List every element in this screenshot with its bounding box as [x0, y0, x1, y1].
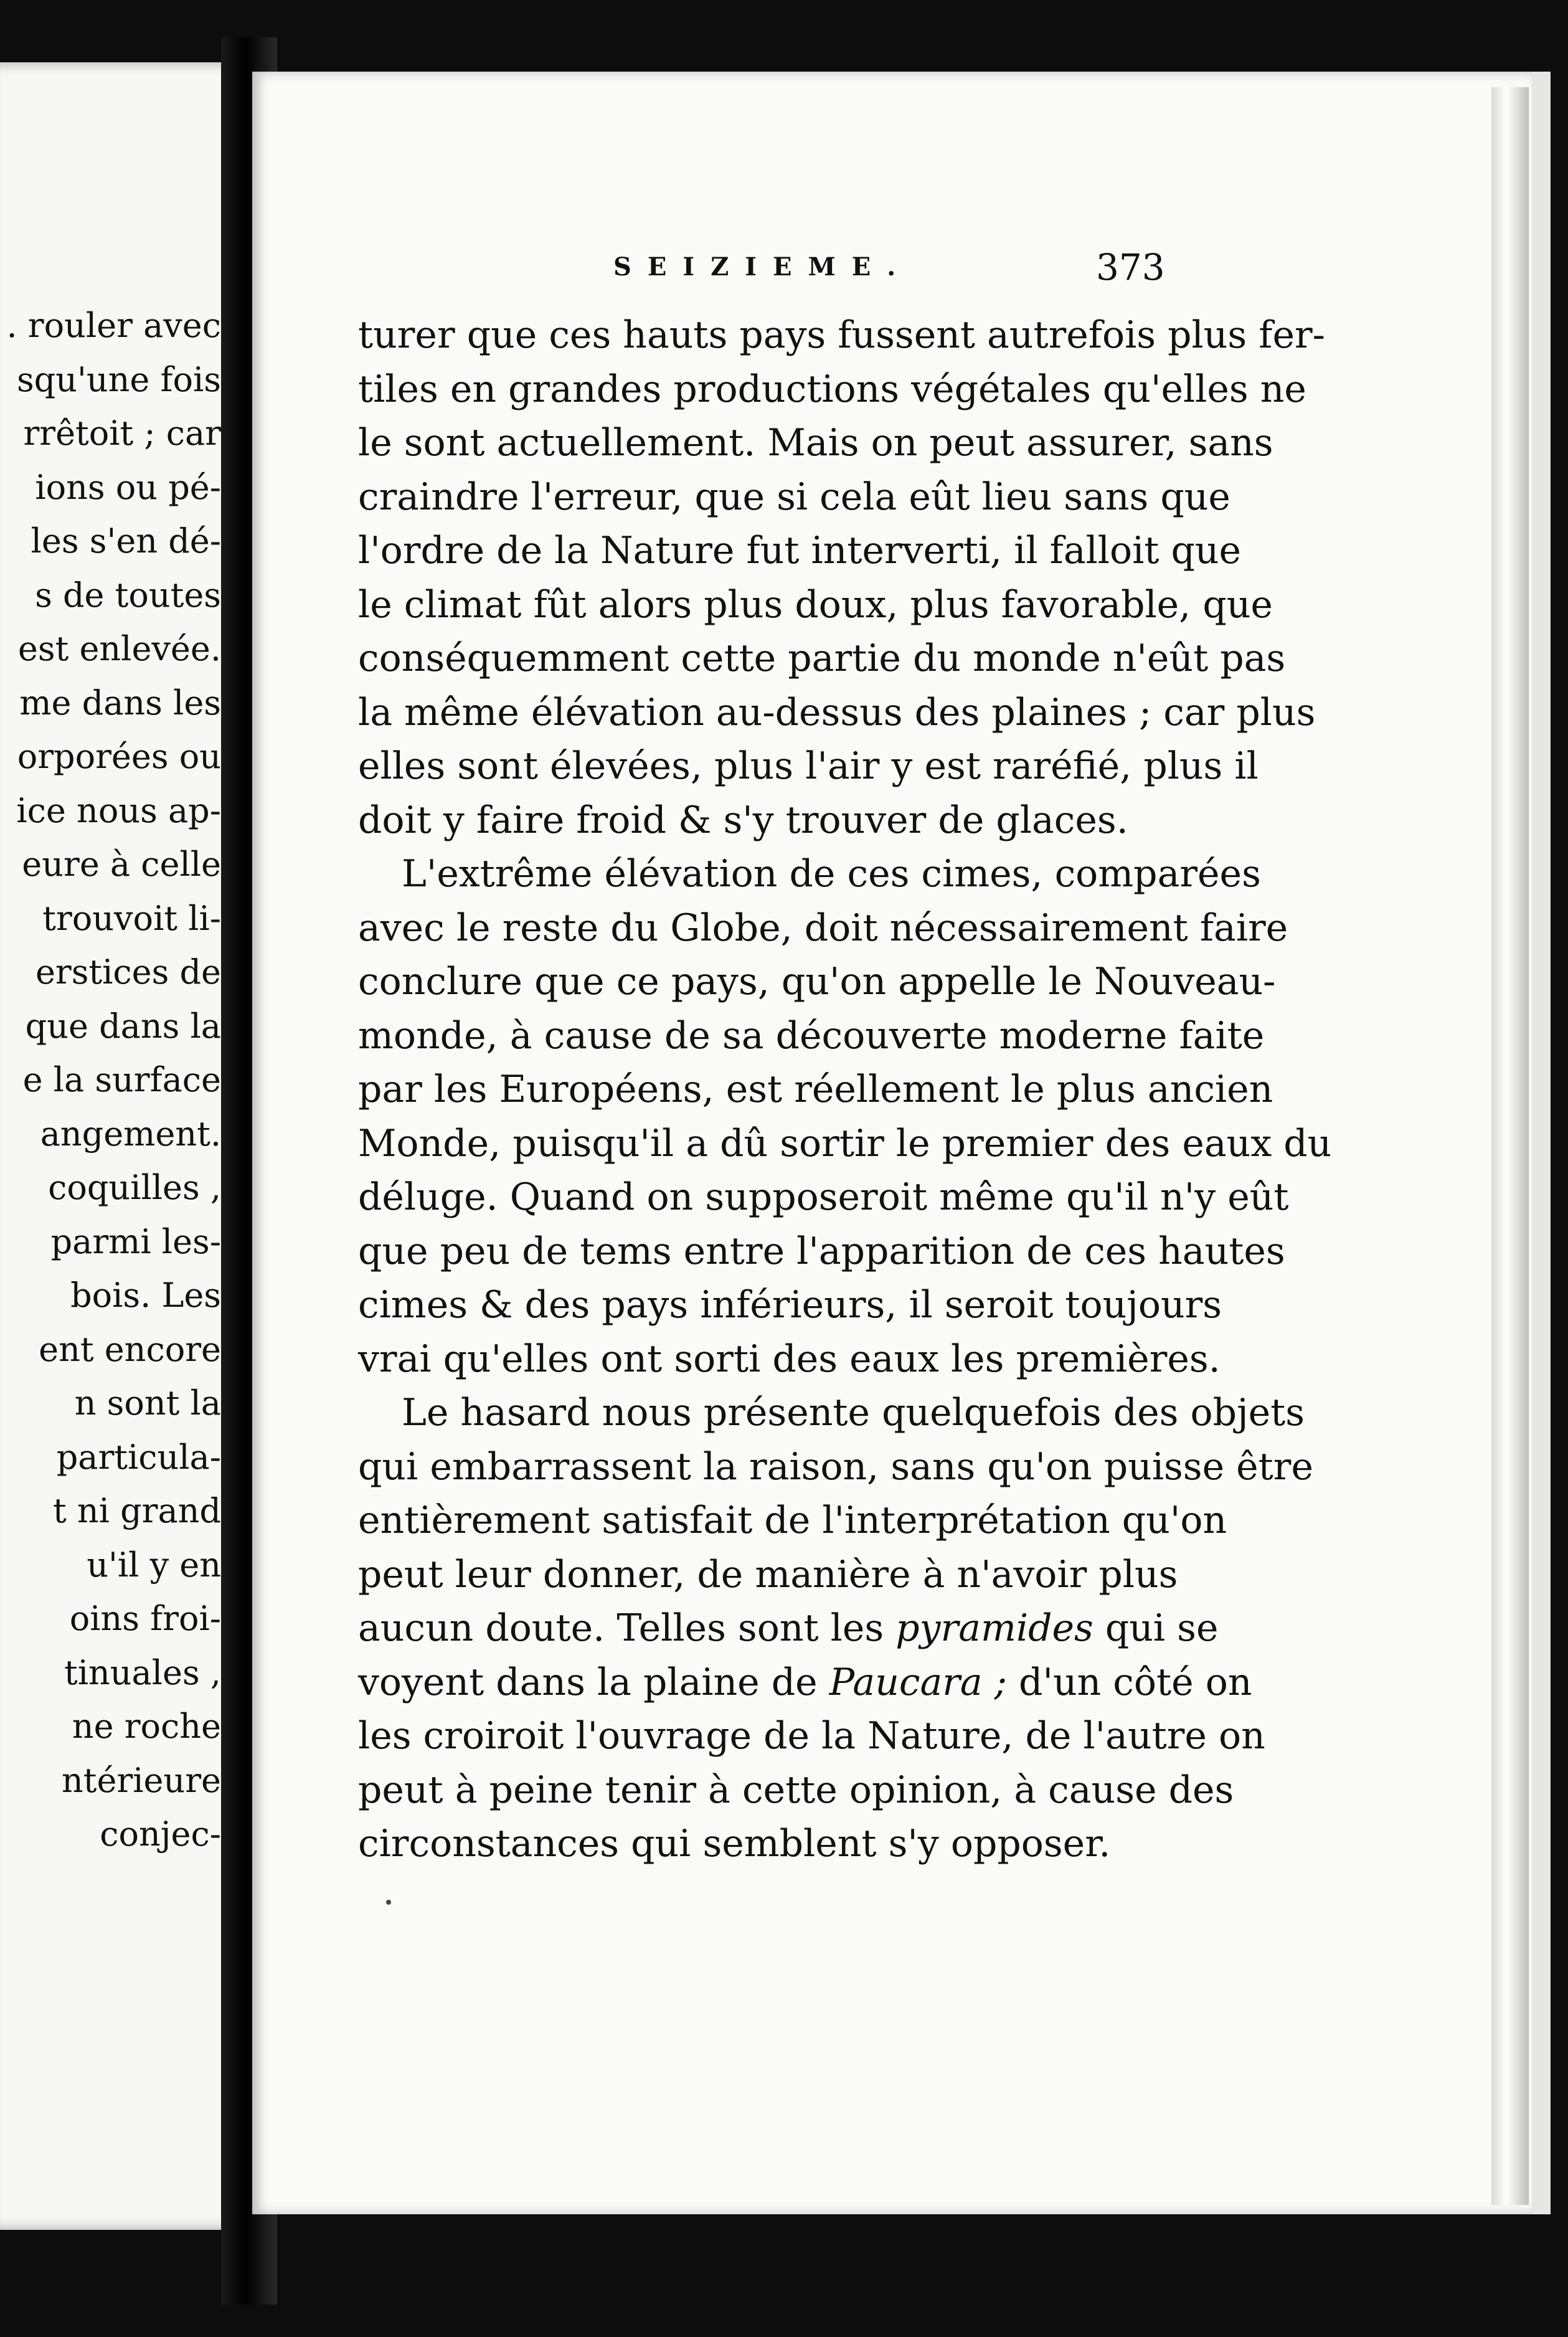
left-page-line: ent encore: [39, 1329, 221, 1369]
left-page-line: coquilles ,: [48, 1168, 221, 1207]
text-line: l'ordre de la Nature fut interverti, il falloit que: [358, 529, 1242, 572]
ink-speck: [386, 1900, 391, 1905]
left-page-line: est enlevée.: [17, 629, 221, 668]
left-page-line: . rouler avec: [6, 306, 221, 345]
left-page-line: ne roche: [72, 1707, 221, 1746]
text-line: cimes & des pays inférieurs, il seroit toujours: [358, 1283, 1222, 1327]
left-page-line: ntérieure: [61, 1760, 221, 1800]
text-segment: d'un côté on: [1006, 1660, 1252, 1704]
page-number: 373: [1096, 246, 1165, 288]
left-page-line: eure à celle: [22, 845, 221, 884]
text-line: monde, à cause de sa découverte moderne faite: [358, 1013, 1265, 1058]
text-line: déluge. Quand on supposeroit même qu'il n'y eût: [358, 1175, 1289, 1219]
text-segment: aucun doute. Telles sont les: [358, 1606, 896, 1650]
text-line: circonstances qui semblent s'y opposer.: [358, 1822, 1111, 1865]
text-line: les croiroit l'ouvrage de la Nature, de l'autre on: [358, 1714, 1265, 1758]
left-page-line: erstices de: [35, 952, 221, 992]
body-text: [358, 308, 1332, 1871]
left-page-line: particula-: [56, 1437, 221, 1477]
text-line: [358, 1656, 1252, 1710]
left-page-line: que dans la: [25, 1006, 221, 1046]
text-line: entièrement satisfait de l'interprétation qu'on: [358, 1499, 1227, 1542]
left-page-line: orporées ou: [17, 737, 221, 776]
left-page-line: e la surface: [22, 1060, 221, 1099]
text-line: conclure que ce pays, qu'on appelle le Nouveau-: [358, 960, 1276, 1003]
left-page-line: me dans les: [19, 683, 221, 723]
text-line: vrai qu'elles ont sorti des eaux les premières.: [358, 1337, 1221, 1381]
text-line: le climat fût alors plus doux, plus favorable, que: [358, 582, 1273, 627]
italic-term: Paucara ;: [829, 1660, 1007, 1704]
running-title: SEIZIEME.: [613, 252, 912, 282]
left-page-line: rrêtoit ; car: [23, 414, 221, 453]
left-page-line: oins froi-: [69, 1599, 221, 1638]
text-line: avec le reste du Globe, doit nécessairement faire: [358, 906, 1288, 950]
left-page-line: les s'en dé-: [31, 521, 221, 561]
left-page-line: n sont la: [74, 1383, 221, 1423]
text-line: que peu de tems entre l'apparition de ces hautes: [358, 1229, 1285, 1273]
left-page-line: s de toutes: [35, 575, 221, 615]
left-page-line: squ'une fois: [16, 359, 221, 399]
italic-term: pyramides: [895, 1606, 1093, 1650]
text-line: [358, 1601, 1219, 1656]
text-line: L'extrême élévation de ces cimes, comparées: [402, 852, 1261, 896]
left-page-line: conjec-: [100, 1814, 221, 1854]
text-segment: qui se: [1093, 1606, 1219, 1650]
text-line: turer que ces hauts pays fussent autrefois plus fer-: [358, 313, 1325, 357]
left-page: [0, 62, 258, 2230]
text-line: par les Européens, est réellement le plus ancien: [358, 1068, 1273, 1111]
text-line: tiles en grandes productions végétales qu'elles ne: [358, 367, 1306, 411]
text-line: peut à peine tenir à cette opinion, à cause des: [358, 1768, 1234, 1812]
left-page-line: t ni grand: [53, 1491, 221, 1530]
text-line: la même élévation au-dessus des plaines ; car plus: [358, 690, 1316, 734]
text-line: peut leur donner, de manière à n'avoir plus: [358, 1552, 1178, 1596]
text-line: elles sont élevées, plus l'air y est raréfié, plus il: [358, 744, 1259, 788]
left-page-line: parmi les-: [50, 1221, 221, 1261]
left-page-line: tinuales ,: [64, 1652, 221, 1692]
text-line: Le hasard nous présente quelquefois des objets: [402, 1391, 1305, 1434]
left-page-line: u'il y en: [87, 1545, 221, 1585]
text-segment: voyent dans la plaine de: [358, 1660, 829, 1704]
text-line: Monde, puisqu'il a dû sortir le premier des eaux du: [358, 1121, 1332, 1165]
left-page-line: ions ou pé-: [35, 467, 221, 507]
text-line: le sont actuellement. Mais on peut assurer, sans: [358, 421, 1273, 465]
text-line: conséquemment cette partie du monde n'eût pas: [358, 637, 1286, 680]
left-page-line: bois. Les: [70, 1276, 221, 1315]
text-line: craindre l'erreur, que si cela eût lieu sans que: [358, 475, 1230, 519]
left-page-line: angement.: [40, 1114, 221, 1154]
text-line: doit y faire froid & s'y trouver de glaces.: [358, 798, 1128, 842]
text-line: qui embarrassent la raison, sans qu'on puisse être: [358, 1444, 1313, 1489]
left-page-line: ice nous ap-: [16, 790, 221, 830]
page-edge: [1491, 87, 1529, 2205]
left-page-line: trouvoit li-: [42, 898, 221, 938]
